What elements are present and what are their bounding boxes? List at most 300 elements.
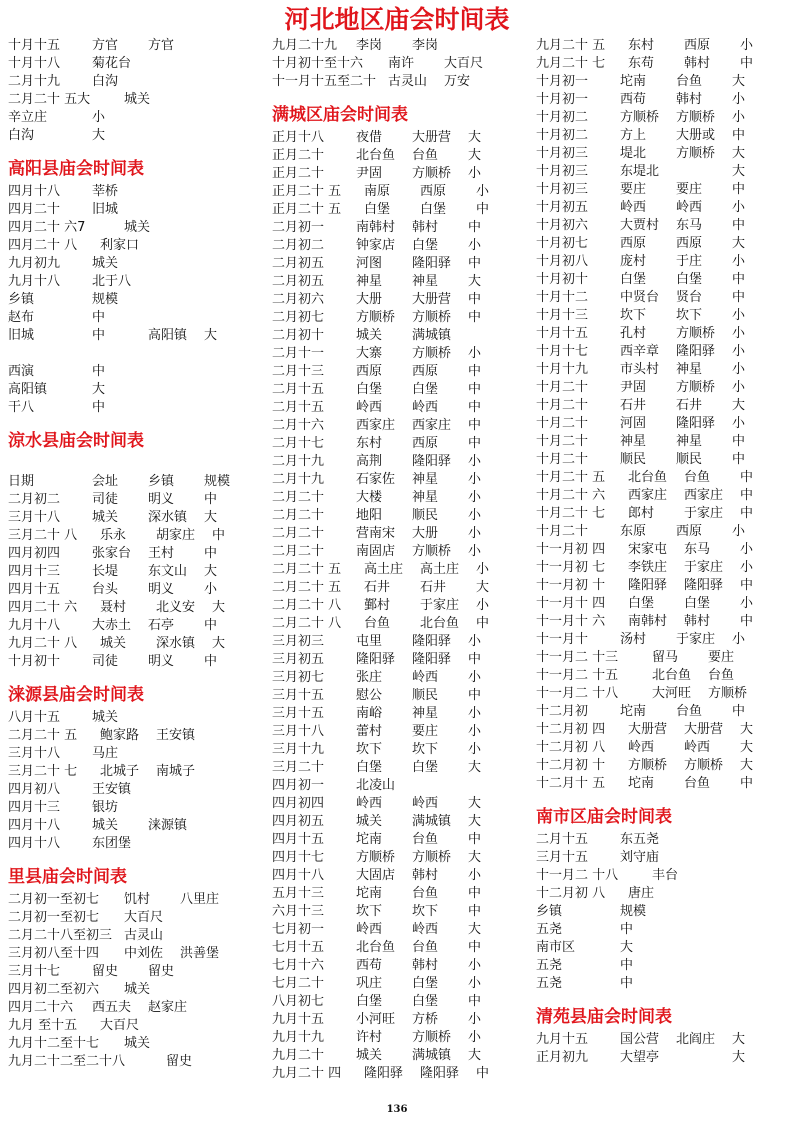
scale-cell: 大 <box>732 164 746 179</box>
table-row <box>536 217 786 235</box>
table-row <box>536 199 786 217</box>
site-cell: 城关 <box>92 818 119 833</box>
site-cell: 台头 <box>92 582 119 597</box>
table-row <box>536 757 786 775</box>
date-cell: 四月十五 <box>272 832 325 847</box>
scale-cell: 小 <box>468 670 482 685</box>
town-cell: 西家庄 <box>684 488 724 503</box>
date-cell: 南市区 <box>536 940 576 955</box>
site-cell: 王安镇 <box>92 782 132 797</box>
table-row <box>8 91 258 109</box>
table-row <box>536 975 786 993</box>
date-cell: 二月二十 <box>272 490 325 505</box>
table-row <box>536 505 786 523</box>
section-heading: 满城区庙会时间表 <box>272 105 408 125</box>
date-cell: 四月初四 <box>272 796 325 811</box>
site-cell: 中 <box>92 364 106 379</box>
town-cell: 留史 <box>148 964 175 979</box>
table-row <box>536 885 786 903</box>
town-cell: 岭西 <box>684 740 711 755</box>
scale-cell: 中 <box>468 886 482 901</box>
scale-cell: 大 <box>732 398 746 413</box>
town-cell: 韩村 <box>676 92 703 107</box>
date-cell: 二月十一 <box>272 346 325 361</box>
table-row <box>536 37 786 55</box>
scale-cell: 大 <box>204 328 218 343</box>
site-cell: 鲍家路 <box>100 728 140 743</box>
date-cell: 五尧 <box>536 958 563 973</box>
site-cell: 北城子 <box>100 764 140 779</box>
site-cell: 坎下 <box>356 904 383 919</box>
table-row <box>536 325 786 343</box>
site-cell: 东堤北 <box>620 164 660 179</box>
site-cell: 留史 <box>166 1054 193 1069</box>
site-cell: 城关 <box>124 1036 151 1051</box>
town-cell: 石亭 <box>148 618 175 633</box>
date-cell: 四月初二至初六 <box>8 982 100 997</box>
table-row <box>536 289 786 307</box>
town-cell: 石井 <box>676 398 703 413</box>
table-row <box>536 1031 786 1049</box>
site-cell: 城关 <box>100 636 127 651</box>
table-row <box>272 741 532 759</box>
table-row <box>536 469 786 487</box>
date-cell: 四月二十 <box>8 202 61 217</box>
scale-cell: 小 <box>732 416 746 431</box>
table-row <box>8 909 258 927</box>
site-cell: 岭西 <box>620 200 647 215</box>
table-row <box>272 255 532 273</box>
site-cell: 孔村 <box>620 326 647 341</box>
site-cell: 慰公 <box>356 688 383 703</box>
site-cell: 唐庄 <box>628 886 655 901</box>
date-cell: 十月十八 <box>8 56 61 71</box>
scale-cell: 中 <box>468 292 482 307</box>
table-row <box>272 37 532 55</box>
date-cell: 二月二十 <box>272 544 325 559</box>
site-cell: 东原 <box>620 524 647 539</box>
table-row <box>272 903 532 921</box>
site-cell: 坨南 <box>356 886 383 901</box>
site-cell: 中 <box>92 400 106 415</box>
table-row <box>272 867 532 885</box>
date-cell: 十月十九 <box>536 362 589 377</box>
town-cell: 大册或 <box>676 128 716 143</box>
date-cell: 高阳镇 <box>8 382 48 397</box>
table-row <box>272 507 532 525</box>
scale-cell: 中 <box>732 218 746 233</box>
scale-cell: 小 <box>732 344 746 359</box>
town-cell: 坎下 <box>412 742 439 757</box>
date-cell: 二月二十 八 <box>272 598 342 613</box>
table-row <box>8 581 258 599</box>
scale-cell: 小 <box>468 490 482 505</box>
section-heading: 涼水县庙会时间表 <box>8 431 144 451</box>
site-cell: 庞村 <box>620 254 647 269</box>
table-row <box>272 435 532 453</box>
date-cell: 二月二十 五大 <box>8 92 91 107</box>
site-cell: 北凌山 <box>356 778 396 793</box>
date-cell: 十月二十 七 <box>536 506 606 521</box>
date-cell: 九月二十二至二十八 <box>8 1054 126 1069</box>
table-row <box>8 999 258 1017</box>
scale-cell: 大 <box>476 580 490 595</box>
town-cell: 岭西 <box>412 670 439 685</box>
scale-cell: 小 <box>468 742 482 757</box>
table-row <box>272 669 532 687</box>
scale-cell: 中 <box>732 182 746 197</box>
town-cell: 八里庄 <box>180 892 220 907</box>
town-cell: 大册营 <box>684 722 724 737</box>
scale-cell: 中 <box>468 940 482 955</box>
table-row <box>536 55 786 73</box>
town-cell: 西原 <box>676 236 703 251</box>
table-row <box>536 127 786 145</box>
table-row <box>8 927 258 945</box>
table-row <box>8 183 258 201</box>
scale-cell: 小 <box>476 184 490 199</box>
scale-cell: 小 <box>468 724 482 739</box>
date-cell: 十二月初 八 <box>536 886 606 901</box>
site-cell: 白堡 <box>356 760 383 775</box>
date-cell: 赵布 <box>8 310 35 325</box>
table-row <box>8 799 258 817</box>
table-row <box>536 73 786 91</box>
table-row <box>536 703 786 721</box>
site-cell: 西苟 <box>620 92 647 107</box>
site-cell: 李岗 <box>356 38 383 53</box>
scale-cell: 中 <box>204 654 218 669</box>
site-cell: 石井 <box>620 398 647 413</box>
table-row <box>536 379 786 397</box>
date-cell: 十月初十 <box>536 272 589 287</box>
scale-cell: 中 <box>468 418 482 433</box>
table-row <box>536 523 786 541</box>
town-cell: 台鱼 <box>684 470 711 485</box>
table-row <box>272 525 532 543</box>
site-cell: 大寨 <box>356 346 383 361</box>
town-cell: 白堡 <box>412 238 439 253</box>
table-row <box>8 817 258 835</box>
date-cell: 十一月二 十五 <box>536 668 619 683</box>
town-cell: 洪善堡 <box>180 946 220 961</box>
date-cell: 四月十八 <box>8 818 61 833</box>
table-row <box>8 945 258 963</box>
site-cell: 钟家店 <box>356 238 396 253</box>
table-row <box>8 745 258 763</box>
site-cell: 中 <box>620 958 634 973</box>
town-cell: 方顺桥 <box>676 326 716 341</box>
scale-cell: 小 <box>468 1030 482 1045</box>
site-cell: 北台鱼 <box>652 668 692 683</box>
site-cell: 南峪 <box>356 706 383 721</box>
site-cell: 大册 <box>356 292 383 307</box>
site-cell: 南韩村 <box>356 220 396 235</box>
column-2 <box>272 37 532 1095</box>
town-cell: 神星 <box>412 490 439 505</box>
table-row <box>536 775 786 793</box>
scale-cell: 中 <box>732 434 746 449</box>
table-row <box>272 73 532 91</box>
site-cell: 南原 <box>364 184 391 199</box>
date-cell: 十一月初 七 <box>536 560 606 575</box>
town-cell: 白堡 <box>684 596 711 611</box>
town-cell: 隆阳驿 <box>412 652 452 667</box>
town-cell: 方桥 <box>412 1012 439 1027</box>
scale-cell: 小 <box>732 200 746 215</box>
table-row <box>536 1049 786 1067</box>
site-cell: 白堡 <box>364 202 391 217</box>
table-row <box>536 181 786 199</box>
town-cell: 隆阳驿 <box>412 634 452 649</box>
table-row <box>8 381 258 399</box>
town-cell: 大册营 <box>412 130 452 145</box>
site-cell: 大河旺 <box>652 686 692 701</box>
town-cell: 万安 <box>444 74 471 89</box>
date-cell: 三月十八 <box>8 510 61 525</box>
town-cell: 东马 <box>676 218 703 233</box>
town-cell: 隆阳驿 <box>412 454 452 469</box>
table-row <box>272 399 532 417</box>
table-row <box>536 91 786 109</box>
site-cell: 西家庄 <box>356 418 396 433</box>
date-cell: 二月十九 <box>8 74 61 89</box>
table-row <box>536 849 786 867</box>
site-cell: 大百尺 <box>124 910 164 925</box>
date-cell: 三月十八 <box>8 746 61 761</box>
town-cell: 高阳镇 <box>148 328 188 343</box>
site-cell: 利家口 <box>100 238 140 253</box>
table-row <box>8 963 258 981</box>
town-cell: 西原 <box>676 524 703 539</box>
site-cell: 尹固 <box>356 166 383 181</box>
site-cell: 白沟 <box>92 74 119 89</box>
scale-cell: 中 <box>476 616 490 631</box>
site-cell: 北台鱼 <box>356 148 396 163</box>
scale-cell: 大 <box>468 850 482 865</box>
scale-cell: 小 <box>740 560 754 575</box>
scale-cell: 小 <box>468 544 482 559</box>
table-row <box>8 981 258 999</box>
table-row <box>8 219 258 237</box>
town-cell: 岭西 <box>412 796 439 811</box>
table-row <box>536 595 786 613</box>
table-row <box>272 129 532 147</box>
site-cell: 市头村 <box>620 362 660 377</box>
date-cell: 十月初一 <box>536 92 589 107</box>
town-cell: 方顺桥 <box>676 380 716 395</box>
table-row <box>8 545 258 563</box>
town-cell: 大百尺 <box>444 56 484 71</box>
date-cell: 二月十六 <box>272 418 325 433</box>
site-cell: 西原 <box>620 236 647 251</box>
site-cell: 大望亭 <box>620 1050 660 1065</box>
scale-cell: 中 <box>212 528 226 543</box>
date-cell: 二月二十 五 <box>272 562 342 577</box>
town-cell: 西原 <box>420 184 447 199</box>
scale-cell: 中 <box>732 272 746 287</box>
date-cell: 十一月十 <box>536 632 589 647</box>
scale-cell: 大 <box>740 740 754 755</box>
scale-cell: 大 <box>468 760 482 775</box>
site-cell: 张庄 <box>356 670 383 685</box>
date-cell: 干八 <box>8 400 35 415</box>
table-row <box>536 613 786 631</box>
town-cell: 方顺桥 <box>412 850 452 865</box>
date-cell: 二月初一至初七 <box>8 892 100 907</box>
table-row <box>8 291 258 309</box>
site-cell: 大 <box>92 382 106 397</box>
date-cell: 十二月初 <box>536 704 589 719</box>
date-cell: 乡镇 <box>8 292 35 307</box>
town-cell: 韩村 <box>684 614 711 629</box>
town-cell: 赵家庄 <box>148 1000 188 1015</box>
site-cell: 北台鱼 <box>356 940 396 955</box>
town-cell: 北义安 <box>156 600 196 615</box>
scale-cell: 中 <box>740 776 754 791</box>
town-cell: 于家庄 <box>420 598 460 613</box>
scale-cell: 小 <box>476 598 490 613</box>
site-cell: 马庄 <box>92 746 119 761</box>
town-cell: 韩村 <box>412 958 439 973</box>
date-cell: 九月十五 <box>272 1012 325 1027</box>
site-cell: 古灵山 <box>124 928 164 943</box>
site-cell: 坎下 <box>620 308 647 323</box>
site-cell: 张家台 <box>92 546 132 561</box>
site-cell: 中 <box>92 328 106 343</box>
date-cell: 十月初三 <box>536 182 589 197</box>
table-row <box>272 957 532 975</box>
table-row <box>536 397 786 415</box>
scale-cell: 大 <box>204 564 218 579</box>
scale-cell: 中 <box>732 290 746 305</box>
town-cell: 满城镇 <box>412 1048 452 1063</box>
scale-cell: 中 <box>468 220 482 235</box>
table-row <box>272 543 532 561</box>
site-cell: 巩庄 <box>356 976 383 991</box>
date-cell: 十月初五 <box>536 200 589 215</box>
site-cell: 东村 <box>628 38 655 53</box>
town-cell: 于家庄 <box>684 560 724 575</box>
site-cell: 河固 <box>620 416 647 431</box>
date-cell: 二月十五 <box>536 832 589 847</box>
scale-cell: 小 <box>740 542 754 557</box>
town-cell: 方顺桥 <box>412 544 452 559</box>
date-cell: 四月二十六 <box>8 1000 74 1015</box>
fair-section <box>536 805 786 993</box>
site-cell: 北台鱼 <box>628 470 668 485</box>
site-cell: 丰台 <box>652 868 679 883</box>
date-cell: 三月十五 <box>272 706 325 721</box>
site-cell: 中 <box>620 922 634 937</box>
site-cell: 堤北 <box>620 146 647 161</box>
scale-cell: 小 <box>468 472 482 487</box>
table-row <box>272 687 532 705</box>
town-cell: 深水镇 <box>156 636 196 651</box>
table-row <box>8 835 258 853</box>
date-cell: 四月十三 <box>8 800 61 815</box>
date-cell: 四月初一 <box>272 778 325 793</box>
table-row <box>272 633 532 651</box>
fair-section <box>8 683 258 853</box>
fair-section <box>8 37 258 145</box>
date-cell: 十一月二 十八 <box>536 686 619 701</box>
site-cell: 白堡 <box>356 994 383 1009</box>
site-cell: 高荆 <box>356 454 383 469</box>
site-cell: 城关 <box>356 328 383 343</box>
date-cell: 三月十五 <box>272 688 325 703</box>
table-row <box>272 921 532 939</box>
town-cell: 北台鱼 <box>420 616 460 631</box>
table-row <box>8 653 258 671</box>
scale-cell: 中 <box>740 614 754 629</box>
table-row <box>272 219 532 237</box>
table-row <box>272 885 532 903</box>
scale-cell: 小 <box>732 326 746 341</box>
site-cell: 大楼 <box>356 490 383 505</box>
table-row <box>8 727 258 745</box>
scale-cell: 中 <box>740 578 754 593</box>
site-cell: 坨南 <box>620 704 647 719</box>
site-cell: 岭西 <box>628 740 655 755</box>
date-cell: 十一月十五至二十 <box>272 74 377 89</box>
town-cell: 东马 <box>684 542 711 557</box>
town-cell: 岭西 <box>412 400 439 415</box>
scale-cell: 小 <box>732 254 746 269</box>
date-cell: 九月十九 <box>272 1030 325 1045</box>
scale-cell: 中 <box>468 652 482 667</box>
table-row <box>272 759 532 777</box>
site-cell: 方顺桥 <box>628 758 668 773</box>
town-cell: 西家庄 <box>412 418 452 433</box>
table-row <box>536 831 786 849</box>
town-cell: 神星 <box>412 706 439 721</box>
town-cell: 西原 <box>412 436 439 451</box>
table-row <box>272 561 532 579</box>
site-cell: 方官 <box>92 38 119 53</box>
date-cell: 二月初六 <box>272 292 325 307</box>
town-cell: 隆阳驿 <box>676 416 716 431</box>
site-cell: 营南宋 <box>356 526 396 541</box>
date-cell: 七月十六 <box>272 958 325 973</box>
table-row <box>272 1065 532 1083</box>
scale-cell: 中 <box>732 704 746 719</box>
site-cell: 高土庄 <box>364 562 404 577</box>
date-cell: 十月初二 <box>536 110 589 125</box>
date-cell: 十月初十 <box>8 654 61 669</box>
scale-cell: 小 <box>468 166 482 181</box>
site-cell: 聂村 <box>100 600 127 615</box>
scale-cell: 大 <box>732 1032 746 1047</box>
scale-cell: 小 <box>468 508 482 523</box>
fair-section <box>536 37 786 793</box>
date-cell: 四月十三 <box>8 564 61 579</box>
date-cell: 五尧 <box>536 976 563 991</box>
date-cell: 十二月初 四 <box>536 722 606 737</box>
scale-cell: 大 <box>468 130 482 145</box>
scale-cell: 大 <box>740 758 754 773</box>
table-row <box>272 1047 532 1065</box>
table-row <box>536 235 786 253</box>
table-row <box>272 777 532 795</box>
site-cell: 台鱼 <box>364 616 391 631</box>
table-row <box>272 237 532 255</box>
scale-cell: 小 <box>468 706 482 721</box>
table-row <box>272 201 532 219</box>
site-cell: 中 <box>620 976 634 991</box>
site-cell: 司徒 <box>92 492 119 507</box>
date-cell: 二月初十 <box>272 328 325 343</box>
